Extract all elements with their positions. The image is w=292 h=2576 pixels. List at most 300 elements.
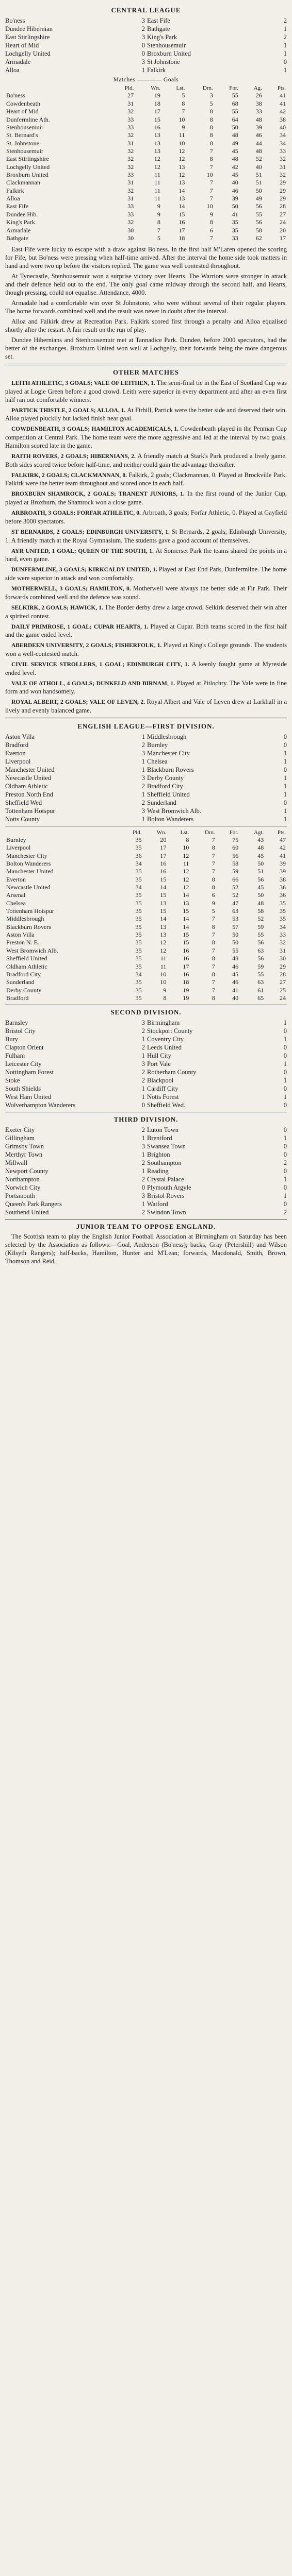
table-cell: 39 [280, 868, 286, 875]
table-cell: 52 [232, 891, 239, 899]
column-header: Pld. [124, 85, 134, 92]
home-team: Sheffield Wed [5, 799, 42, 806]
table-cell: 11 [154, 195, 160, 202]
away-score: 1 [283, 66, 287, 74]
home-score: 3 [141, 58, 145, 65]
table-cell: 50 [257, 891, 264, 899]
match-report [5, 660, 287, 677]
table-cell: 41 [232, 210, 238, 218]
table-cell: 32 [127, 187, 134, 194]
match-headline: RAITH ROVERS, 2 GOALS; HIBERNIANS, 2. [11, 453, 138, 460]
second-division-title: SECOND DIVISION. [110, 1008, 182, 1016]
column-header: Wn. [156, 829, 167, 836]
match-report [5, 471, 287, 488]
table-cell: 12 [179, 155, 185, 163]
english-first-table [5, 829, 287, 1003]
away-team: Stenhousemuir [147, 41, 186, 49]
table-cell: 17 [160, 852, 167, 859]
table-cell: 32 [280, 171, 286, 179]
home-team: Grimsby Town [5, 1142, 44, 1150]
table-cell: 48 [232, 131, 238, 139]
home-score: 0 [141, 1183, 145, 1191]
table-cell: 14 [183, 923, 189, 930]
team-name: Broxburn United [6, 171, 48, 179]
table-cell: 31 [127, 139, 134, 147]
away-score: 0 [283, 1150, 287, 1158]
table-row [5, 852, 287, 860]
team-name: Bolton Wanderers [6, 859, 51, 867]
table-cell: 7 [212, 931, 215, 939]
table-row [5, 179, 287, 187]
table-cell: 6 [209, 226, 213, 234]
table-cell: 33 [232, 234, 238, 242]
table-cell: 14 [183, 915, 189, 923]
table-cell: 11 [183, 859, 189, 867]
table-cell: 56 [257, 875, 264, 883]
away-team: Chelsea [147, 757, 168, 765]
home-team: Nottingham Forest [5, 1068, 54, 1076]
table-cell: 32 [280, 939, 286, 946]
table-cell: 60 [232, 844, 239, 852]
table-cell: 39 [255, 123, 262, 131]
table-cell: 41 [280, 852, 286, 859]
table-cell: 17 [160, 844, 167, 852]
table-cell: 24 [280, 218, 286, 226]
table-cell: 35 [232, 218, 238, 226]
table-row [5, 891, 287, 899]
table-cell: 28 [280, 202, 286, 210]
table-cell: 51 [257, 868, 264, 875]
table-cell: 46 [232, 187, 238, 194]
table-cell: 7 [212, 868, 215, 875]
table-cell: 35 [135, 907, 142, 915]
away-team: Manchester City [147, 749, 190, 757]
match-report [5, 698, 287, 715]
second-division-results [5, 1019, 287, 1109]
home-score: 0 [141, 1101, 145, 1109]
match-headline: VALE OF ATHOLL, 4 GOALS; DUNKELD AND BIRNAM, 1. [11, 680, 177, 687]
table-cell: 7 [157, 226, 160, 234]
away-score: 0 [283, 1101, 287, 1109]
table-cell: 47 [280, 836, 286, 843]
match-text: Motherwell were always the better side at Fir Park. Their forwards combined well and the defence was sound. [5, 585, 287, 601]
away-team: Burnley [147, 741, 168, 749]
table-cell: 12 [154, 155, 160, 163]
away-score: 1 [283, 749, 287, 757]
match-headline: SELKIRK, 2 GOALS; HAWICK, 1. [11, 604, 105, 611]
table-cell: 35 [232, 226, 238, 234]
away-score: 0 [283, 1084, 287, 1092]
table-cell: 5 [209, 99, 213, 107]
report-paragraph: Alloa and Falkirk drew at Recreation Park. Falkirk scored first through a penalty and Alloa equalised shortly after the restart. A fair result on the run of play. [5, 318, 287, 334]
report-paragraph: Dundee Hibernians and Stenhousemuir met at Tannadice Park. Dundee, before 2000 spectators, had the better of the exchanges. Broxburn United won well at Lochgelly, their forwards being the more dangerous set. [5, 336, 287, 361]
table-row [5, 836, 287, 844]
away-score: 0 [283, 766, 287, 773]
table-cell: 12 [183, 875, 189, 883]
home-team: Notts County [5, 815, 40, 823]
table-cell: 34 [135, 883, 142, 891]
away-score: 0 [283, 1200, 287, 1208]
table-cell: 35 [135, 899, 142, 907]
home-team: Portsmouth [5, 1192, 35, 1199]
divider [5, 718, 287, 719]
table-cell: 63 [257, 978, 264, 986]
column-header: Pts. [277, 85, 286, 92]
table-cell: 9 [157, 202, 160, 210]
table-cell: 10 [179, 115, 185, 123]
home-team: Northampton [5, 1175, 40, 1183]
away-team: Plymouth Argyle [147, 1183, 191, 1191]
table-cell: 33 [127, 123, 134, 131]
table-cell: 62 [255, 234, 262, 242]
column-header: Drn. [202, 85, 213, 92]
table-cell: 8 [209, 115, 213, 123]
table-cell: 35 [135, 844, 142, 852]
home-team: Queen's Park Rangers [5, 1200, 62, 1208]
table-cell: 33 [127, 171, 134, 179]
table-cell: 13 [154, 139, 160, 147]
away-team: Southampton [147, 1159, 182, 1166]
table-cell: 8 [209, 139, 213, 147]
table-cell: 48 [255, 115, 262, 123]
table-cell: 55 [257, 970, 264, 978]
table-cell: 45 [257, 852, 264, 859]
table-cell: 55 [255, 210, 262, 218]
match-text: In the first round of the Junior Cup, played at Broxburn, the Shamrock won a close game. [5, 490, 287, 506]
match-report [5, 641, 287, 658]
table-row [5, 116, 287, 124]
away-score: 1 [283, 1019, 287, 1026]
table-header-row [5, 829, 287, 836]
table-cell: 12 [160, 939, 167, 946]
home-score: 2 [141, 1043, 145, 1051]
team-name: Manchester City [6, 852, 47, 859]
table-cell: 33 [127, 115, 134, 123]
team-name: Tottenham Hotspur [6, 907, 54, 915]
table-cell: 52 [257, 915, 264, 923]
third-division-results [5, 1126, 287, 1216]
report-paragraph: East Fife were lucky to escape with a draw against Bo'ness. In the first half M'Laren opened the scoring for Fife, but Bo'ness were pressing when half-time arrived. After the interval the home side took matters in hand and were two up before the visitors replied. The game was well contested throughout. [5, 246, 287, 270]
home-team: Wolverhampton Wanderers [5, 1101, 76, 1109]
away-team: West Bromwich Alb. [147, 807, 201, 815]
away-team: Reading [147, 1167, 169, 1175]
column-header: For. [229, 85, 238, 92]
match-headline: MOTHERWELL, 3 GOALS; HAMILTON, 0. [11, 586, 133, 592]
table-cell: 7 [212, 915, 215, 923]
table-cell: 8 [209, 131, 213, 139]
home-score: 1 [141, 1200, 145, 1208]
table-cell: 13 [154, 147, 160, 155]
table-cell: 11 [160, 955, 167, 962]
table-row [5, 108, 287, 115]
home-team: Merthyr Town [5, 1150, 43, 1158]
table-cell: 26 [255, 92, 262, 99]
table-cell: 15 [183, 931, 189, 939]
table-row [5, 187, 287, 195]
team-name: St. Bernard's [6, 131, 38, 139]
table-cell: 45 [232, 171, 238, 179]
team-name: Cowdenbeath [6, 99, 40, 107]
home-score: 3 [141, 16, 145, 24]
away-team: Port Vale [147, 1060, 171, 1067]
home-team: Bradford [5, 741, 29, 749]
table-cell: 56 [232, 852, 239, 859]
away-score: 1 [283, 782, 287, 790]
table-cell: 50 [232, 931, 239, 939]
table-cell: 11 [154, 171, 160, 179]
home-team: Tottenham Hotspur [5, 807, 55, 815]
match-report [5, 547, 287, 564]
table-cell: 27 [280, 210, 286, 218]
home-score: 2 [141, 1068, 145, 1076]
table-cell: 35 [135, 891, 142, 899]
table-cell: 35 [135, 978, 142, 986]
home-score: 3 [141, 1060, 145, 1067]
team-name: St. Johnstone [6, 139, 40, 147]
match-text: A keenly fought game at Myreside ended level. [5, 660, 287, 676]
table-cell: 9 [212, 899, 215, 907]
table-cell: 8 [182, 99, 185, 107]
table-row [5, 915, 287, 923]
away-score: 0 [283, 1142, 287, 1150]
home-team: Bury [5, 1035, 18, 1043]
table-cell: 13 [154, 131, 160, 139]
away-team: Blackpool [147, 1076, 174, 1084]
table-cell: 51 [255, 171, 262, 179]
team-name: Dunfermline Ath. [6, 115, 50, 123]
table-cell: 8 [212, 970, 215, 978]
table-cell: 59 [257, 923, 264, 930]
away-score: 0 [283, 58, 287, 65]
table-cell: 31 [280, 946, 286, 954]
table-cell: 19 [183, 994, 189, 1002]
away-score: 1 [283, 49, 287, 57]
other-matches-reports [5, 379, 287, 715]
table-cell: 14 [160, 915, 167, 923]
home-team: Norwich City [5, 1183, 41, 1191]
table-cell: 15 [160, 891, 167, 899]
column-header: Lst. [180, 829, 189, 836]
away-team: Luton Town [147, 1126, 179, 1133]
table-cell: 35 [280, 899, 286, 907]
match-report [5, 425, 287, 450]
table-cell: 32 [127, 147, 134, 155]
match-headline: LEITH ATHLETIC, 3 GOALS; VALE OF LEITHEN, 1. [11, 380, 157, 386]
match-text: The Border derby drew a large crowd. Selkirk deserved their win after a spirited contest. [5, 603, 287, 620]
english-first-division-title: ENGLISH LEAGUE—FIRST DIVISION. [77, 722, 215, 731]
table-cell: 56 [255, 218, 262, 226]
team-name: Preston N. E. [6, 939, 39, 946]
match-report [5, 509, 287, 526]
table-cell: 46 [232, 978, 239, 986]
home-score: 1 [141, 1084, 145, 1092]
team-name: Alloa [6, 195, 20, 202]
table-cell: 7 [212, 852, 215, 859]
table-cell: 47 [232, 899, 239, 907]
match-report [5, 584, 287, 601]
table-cell: 56 [257, 939, 264, 946]
match-report [5, 489, 287, 506]
match-text: Played at Pitlochry. The Vale were in fine form and won handsomely. [5, 679, 287, 696]
table-cell: 12 [179, 147, 185, 155]
table-cell: 8 [209, 123, 213, 131]
away-team: Hull City [147, 1052, 171, 1059]
table-cell: 17 [183, 962, 189, 970]
team-name: Bradford [6, 994, 29, 1002]
team-name: Stenhousemuir [6, 123, 43, 131]
team-name: Lochgelly United [6, 163, 50, 171]
match-text: A friendly match at Stark's Park produced a lively game. Both sides scored twice before half-time, and neither could gain the advantage thereafter. [5, 452, 287, 468]
table-cell: 9 [182, 123, 185, 131]
table-cell: 35 [135, 939, 142, 946]
team-name: Bathgate [6, 234, 28, 242]
home-team: Alloa [5, 66, 20, 74]
match-report [5, 603, 287, 620]
table-cell: 19 [154, 92, 160, 99]
table-cell: 17 [154, 108, 160, 115]
team-name: Newcastle United [6, 883, 51, 891]
table-cell: 12 [160, 946, 167, 954]
away-score: 1 [283, 807, 287, 815]
team-name: Chelsea [6, 899, 26, 907]
home-score: 2 [141, 1076, 145, 1084]
home-score: 3 [141, 749, 145, 757]
team-name: Middlesbrough [6, 915, 44, 923]
table-cell: 33 [255, 108, 262, 115]
table-row [5, 987, 287, 994]
table-cell: 34 [280, 131, 286, 139]
home-score: 0 [141, 49, 145, 57]
table-cell: 18 [183, 978, 189, 986]
table-cell: 27 [280, 978, 286, 986]
match-headline: AYR UNITED, 1 GOAL; QUEEN OF THE SOUTH, 1. [11, 548, 156, 554]
table-cell: 42 [280, 844, 286, 852]
table-row [5, 140, 287, 147]
home-team: Dundee Hibernian [5, 25, 53, 32]
table-cell: 7 [182, 108, 185, 115]
table-cell: 10 [179, 139, 185, 147]
table-cell: 15 [160, 907, 167, 915]
table-cell: 35 [135, 915, 142, 923]
match-report [5, 679, 287, 696]
table-cell: 50 [232, 123, 238, 131]
home-score: 2 [141, 25, 145, 32]
table-cell: 16 [160, 868, 167, 875]
home-score: 1 [141, 1150, 145, 1158]
table-cell: 10 [160, 970, 167, 978]
column-header: Lst. [176, 85, 185, 92]
table-cell: 8 [186, 836, 189, 843]
away-team: Sheffield United [147, 790, 190, 798]
table-cell: 31 [127, 99, 134, 107]
table-cell: 29 [280, 962, 286, 970]
home-score: 1 [141, 757, 145, 765]
table-row [5, 978, 287, 986]
away-team: Birmingham [147, 1019, 180, 1026]
home-team: Lochgelly United [5, 49, 51, 57]
match-text: At Somerset Park the teams shared the points in a hard, even game. [5, 547, 287, 563]
table-cell: 11 [154, 179, 160, 187]
away-team: East Fife [147, 16, 170, 24]
away-team: Falkirk [147, 66, 166, 74]
other-matches-title: OTHER MATCHES [113, 368, 179, 377]
match-headline: ST BERNARDS, 2 GOALS; EDINBURGH UNIVERSITY, 1. [11, 529, 172, 535]
team-name: West Bromwich Alb. [6, 946, 58, 954]
away-score: 2 [283, 1159, 287, 1166]
match-text: The semi-final tie in the East of Scotland Cup was played at Logie Green before a good crowd. Leith were superior in every department and after an even first half ran out comfortable winners. [5, 379, 287, 403]
home-score: 1 [141, 1167, 145, 1175]
home-score: 2 [141, 741, 145, 749]
away-score: 1 [283, 1076, 287, 1084]
home-team: Heart of Mid [5, 41, 39, 49]
away-team: Blackburn Rovers [147, 766, 194, 773]
away-team: King's Park [147, 33, 177, 41]
table-cell: 12 [154, 163, 160, 171]
table-cell: 48 [257, 844, 264, 852]
table-cell: 35 [135, 923, 142, 930]
away-team: Leeds United [147, 1043, 182, 1051]
table-cell: 29 [280, 179, 286, 187]
table-cell: 10 [160, 978, 167, 986]
table-row [5, 994, 287, 1002]
away-team: Derby County [147, 774, 184, 782]
match-headline: ROYAL ALBERT, 2 GOALS; VALE OF LEVEN, 2. [11, 699, 147, 706]
table-cell: 13 [179, 195, 185, 202]
table-cell: 44 [255, 139, 262, 147]
table-cell: 35 [135, 962, 142, 970]
team-name: Liverpool [6, 844, 31, 852]
table-cell: 35 [135, 875, 142, 883]
table-cell: 8 [212, 955, 215, 962]
column-header: Wn. [151, 85, 160, 92]
away-score: 1 [283, 41, 287, 49]
junior-team-title: JUNIOR TEAM TO OPPOSE ENGLAND. [76, 1222, 216, 1230]
team-name: Oldham Athletic [6, 962, 47, 970]
table-cell: 7 [212, 946, 215, 954]
table-cell: 19 [183, 986, 189, 994]
away-score: 1 [283, 757, 287, 765]
table-cell: 30 [127, 226, 134, 234]
table-cell: 42 [232, 163, 238, 171]
team-name: Burnley [6, 836, 26, 843]
table-cell: 35 [280, 907, 286, 915]
table-cell: 8 [209, 155, 213, 163]
junior-team-text: The Scottish team to play the English Junior Football Association at Birmingham on Saturday has been selected by the Association as follows:—Goal, Anderson (Bo'ness); backs, Gray (Petershill) and Wilson (Kilsyth Rangers); half-backs, Hamilton, Hunter and M'Lean; forwards, Macdonald, Smith, Brown, Thomson and Reid. [5, 1233, 287, 1265]
table-cell: 38 [280, 115, 286, 123]
central-table-caption: Matches ———— Goals [113, 76, 179, 83]
table-row [5, 202, 287, 210]
table-cell: 13 [179, 179, 185, 187]
table-cell: 49 [255, 195, 262, 202]
table-cell: 5 [157, 234, 160, 242]
table-cell: 8 [209, 218, 213, 226]
away-score: 0 [283, 1043, 287, 1051]
home-team: Liverpool [5, 757, 31, 765]
table-row [5, 100, 287, 108]
team-name: Heart of Mid [6, 108, 39, 115]
home-team: Gillingham [5, 1134, 35, 1142]
table-cell: 50 [232, 202, 238, 210]
home-team: Leicester City [5, 1060, 42, 1067]
match-text: Played at Cupar. Both teams scored in the first half and the game ended level. [5, 622, 287, 639]
team-name: King's Park [6, 218, 35, 226]
table-row [5, 227, 287, 234]
home-team: East Stirlingshire [5, 33, 50, 41]
table-cell: 14 [179, 187, 185, 194]
table-row [5, 868, 287, 875]
table-cell: 10 [183, 844, 189, 852]
table-cell: 18 [179, 234, 185, 242]
